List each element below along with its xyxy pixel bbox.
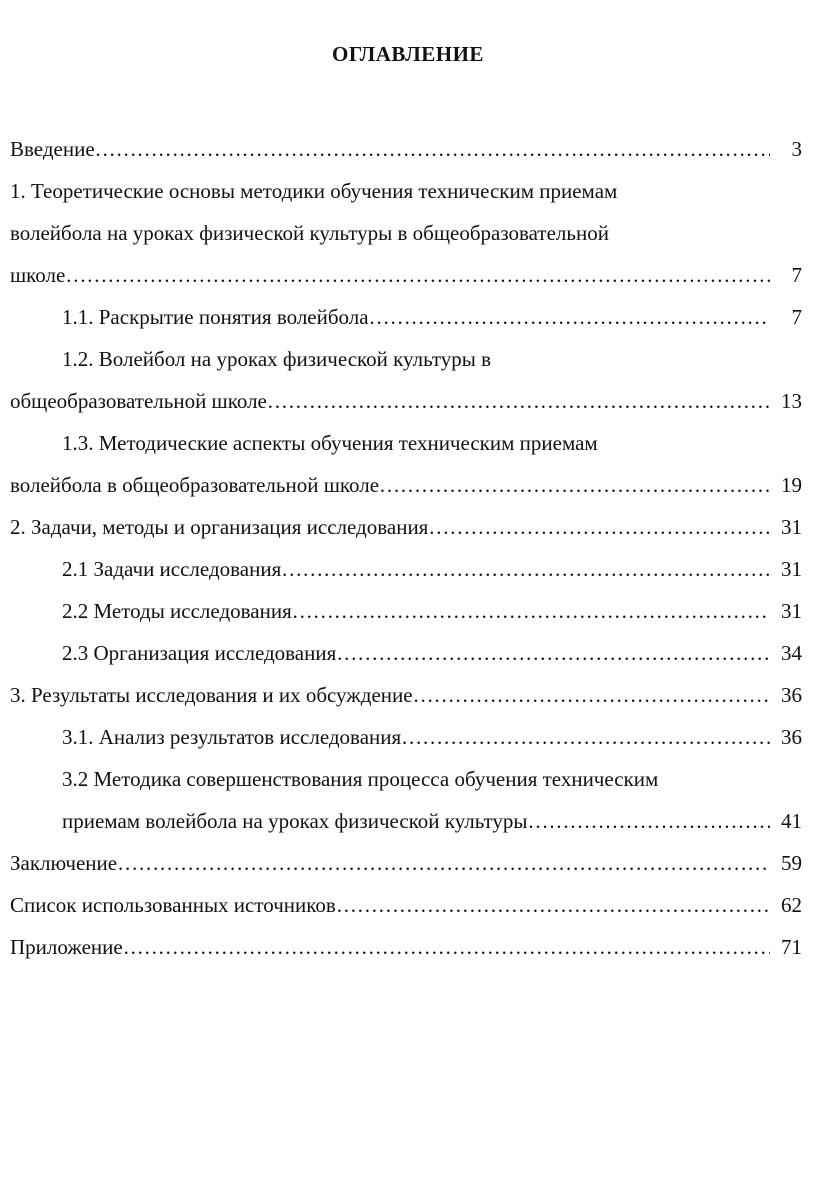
page-title: ОГЛАВЛЕНИЕ [332, 42, 484, 66]
toc-entry-section-1-1[interactable] [0, 296, 816, 338]
toc-page-number: 41 [781, 809, 802, 833]
toc-entry-text: 3.2 Методика совершенствования процесса обучения техническим [62, 767, 659, 791]
toc-entry-text: 1.3. Методические аспекты обучения техническим приемам [62, 431, 598, 455]
toc-entry-text: 3.1. Анализ результатов исследования ………………………………………………………………………………………………………………………………………………………………………… [62, 716, 770, 758]
toc-entry-section-1-3-line-1[interactable] [0, 422, 816, 464]
toc-page-number: 7 [791, 305, 802, 329]
toc-entry-text: 1.2. Волейбол на уроках физической культуры в [62, 347, 492, 371]
toc-page-number: 59 [781, 851, 802, 875]
toc-entry-chapter-1-line-1[interactable] [0, 170, 816, 212]
toc-page-number: 31 [781, 515, 802, 539]
toc-entry-text: Введение ………………………………………………………………………………………………………………………………………………………………………… [10, 128, 770, 170]
toc-entry-text: Заключение ………………………………………………………………………………………………………………………………………………………………………… [10, 842, 770, 884]
toc-page-number: 31 [781, 557, 802, 581]
toc-page-number: 36 [781, 725, 802, 749]
toc-entry-section-2-1[interactable] [0, 548, 816, 590]
toc-entry-section-2-3[interactable] [0, 632, 816, 674]
toc-entry-text: общеобразовательной школе ………………………………………………………………………………………………………………………………………………………………………… [10, 380, 770, 422]
toc-entry-section-3-2-line-1[interactable] [0, 758, 816, 800]
toc-entry-section-3-1[interactable] [0, 716, 816, 758]
toc-entry-text: 2.3 Организация исследования ………………………………………………………………………………………………………………………………………………………………………… [62, 632, 770, 674]
toc-page-number: 7 [791, 263, 802, 287]
toc-entry-section-3-2-line-2[interactable] [0, 800, 816, 842]
toc-page-number: 36 [781, 683, 802, 707]
toc-page-number: 34 [781, 641, 802, 665]
toc-entry-text: 1. Теоретические основы методики обучения техническим приемам [10, 179, 618, 203]
toc-entry-chapter-1-line-3[interactable] [0, 254, 816, 296]
toc-entry-section-1-2-line-2[interactable] [0, 380, 816, 422]
toc-entry-conclusion[interactable] [0, 842, 816, 884]
toc-entry-references[interactable] [0, 884, 816, 926]
toc-entry-text: школе ………………………………………………………………………………………………………………………………………………………………………… [10, 254, 770, 296]
toc-entry-text: 2.2 Методы исследования ………………………………………………………………………………………………………………………………………………………………………… [62, 590, 770, 632]
toc-entry-chapter-2[interactable] [0, 506, 816, 548]
toc-entry-text: волейбола на уроках физической культуры в общеобразовательной [10, 221, 609, 245]
toc-page-number: 19 [781, 473, 802, 497]
table-of-contents [0, 128, 816, 968]
toc-entry-text: 2.1 Задачи исследования ………………………………………………………………………………………………………………………………………………………………………… [62, 548, 770, 590]
toc-entry-text: волейбола в общеобразовательной школе ………………………………………………………………………………………………………………………………………………………………………… [10, 464, 770, 506]
toc-entry-section-1-3-line-2[interactable] [0, 464, 816, 506]
toc-entry-text: Список использованных источников ………………………………………………………………………………………………………………………………………………………………………… [10, 884, 770, 926]
toc-entry-chapter-3[interactable] [0, 674, 816, 716]
toc-entry-chapter-1-line-2[interactable] [0, 212, 816, 254]
toc-page-number: 31 [781, 599, 802, 623]
toc-entry-text: Приложение ………………………………………………………………………………………………………………………………………………………………………… [10, 926, 770, 968]
toc-entry-section-2-2[interactable] [0, 590, 816, 632]
toc-page-number: 62 [781, 893, 802, 917]
toc-page-number: 3 [791, 137, 802, 161]
toc-entry-introduction[interactable] [0, 128, 816, 170]
toc-entry-text: приемам волейбола на уроках физической культуры ………………………………………………………………………………………………………………………………………………………………………… [62, 800, 770, 842]
toc-page-number: 71 [781, 935, 802, 959]
toc-entry-section-1-2-line-1[interactable] [0, 338, 816, 380]
toc-entry-text: 3. Результаты исследования и их обсуждение ………………………………………………………………………………………………………………………………………………………………………… [10, 674, 770, 716]
toc-entry-text: 1.1. Раскрытие понятия волейбола ………………………………………………………………………………………………………………………………………………………………………… [62, 296, 770, 338]
toc-entry-text: 2. Задачи, методы и организация исследования ………………………………………………………………………………………………………………………………………………………………………… [10, 506, 770, 548]
toc-entry-appendix[interactable] [0, 926, 816, 968]
toc-page-number: 13 [781, 389, 802, 413]
